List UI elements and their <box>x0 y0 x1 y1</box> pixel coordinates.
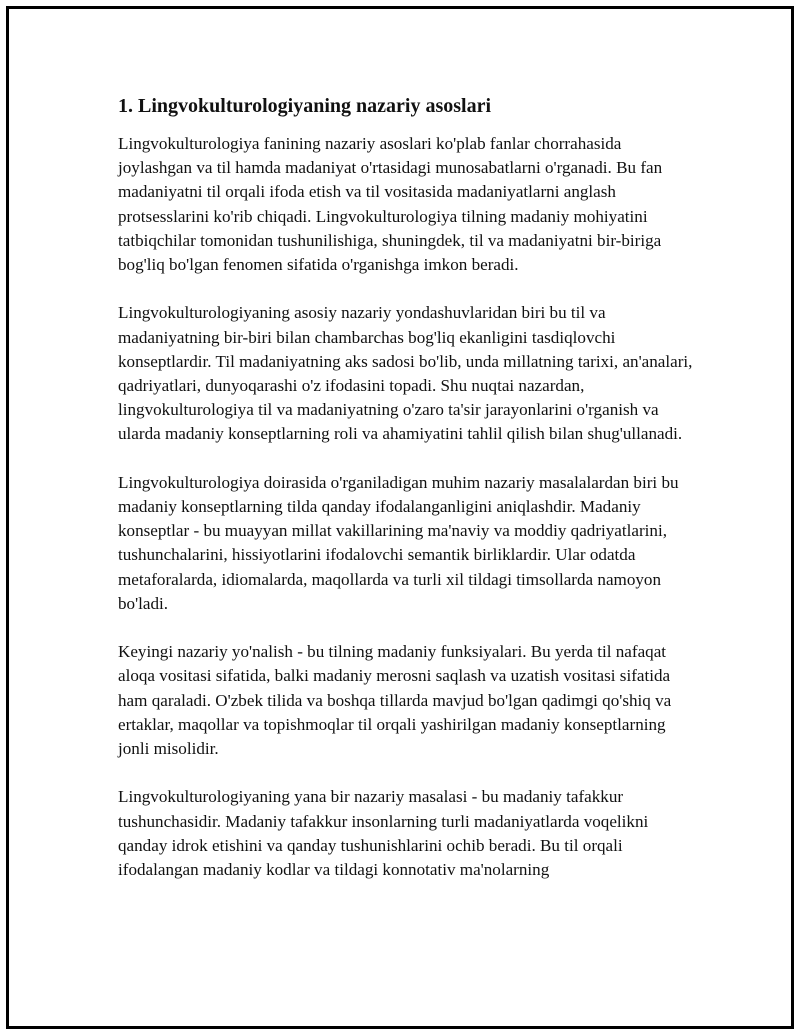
section-heading: 1. Lingvokulturologiyaning nazariy asoslari <box>118 95 492 117</box>
paragraph: Lingvokulturologiyaning asosiy nazariy yondashuvlaridan biri bu til va madaniyatning bir-biri bilan chambarchas bog'liq ekanligini tasdiqlovchi konseptlardir. Til madaniyatning aks sadosi bo'lib, unda millatning tarixi, an'analari, qadriyatlari, dunyoqarashi o'z ifodasini topadi. Shu nuqtai nazardan, lingvokulturologiya til va madaniyatning o'zaro ta'sir jarayonlarini o'rganish va ularda madaniy konseptlarning roli va ahamiyatini tahlil qilish bilan shug'ullanadi. <box>118 303 693 444</box>
paragraph: Lingvokulturologiya doirasida o'rganiladigan muhim nazariy masalalardan biri bu madaniy konseptlarning tilda qanday ifodalanganligini aniqlashdir. Madaniy konseptlar - bu muayyan millat vakillarining ma'naviy va moddiy qadriyatlarini, tushunchalarini, hissiyotlarini ifodalovchi semantik birliklardir. Ular odatda metaforalarda, idiomalarda, maqollarda va turli xil tildagi timsollarda namoyon bo'ladi. <box>118 472 679 613</box>
paragraph: Lingvokulturologiyaning yana bir nazariy masalasi - bu madaniy tafakkur tushunchasidir. Madaniy tafakkur insonlarning turli madaniyatlarda voqelikni qanday idrok etishini va qanday tushunishlarini ochib beradi. Bu til orqali ifodalangan madaniy kodlar va tildagi konnotativ ma'nolarning <box>118 787 649 880</box>
document-body <box>118 92 698 906</box>
paragraph: Keyingi nazariy yo'nalish - bu tilning madaniy funksiyalari. Bu yerda til nafaqat aloqa vositasi sifatida, balki madaniy merosni saqlash va uzatish vositasi sifatida ham qaraladi. O'zbek tilida va boshqa tillarda mavjud bo'lgan qadimgi qo'shiq va ertaklar, maqollar va topishmoqlar til orqali yashirilgan madaniy konseptlarning jonli misolidir. <box>118 642 672 759</box>
paragraph: Lingvokulturologiya fanining nazariy asoslari ko'plab fanlar chorrahasida joylashgan va til hamda madaniyat o'rtasidagi munosabatlarni o'rganadi. Bu fan madaniyatni til orqali ifoda etish va til vositasida madaniyatlarni anglash protsesslarini ko'rib chiqadi. Lingvokulturologiya tilning madaniy mohiyatini tatbiqchilar tomonidan tushunilishiga, shuningdek, til va madaniyatni bir-biriga bog'liq bo'lgan fenomen sifatida o'rganishga imkon beradi. <box>118 134 663 275</box>
